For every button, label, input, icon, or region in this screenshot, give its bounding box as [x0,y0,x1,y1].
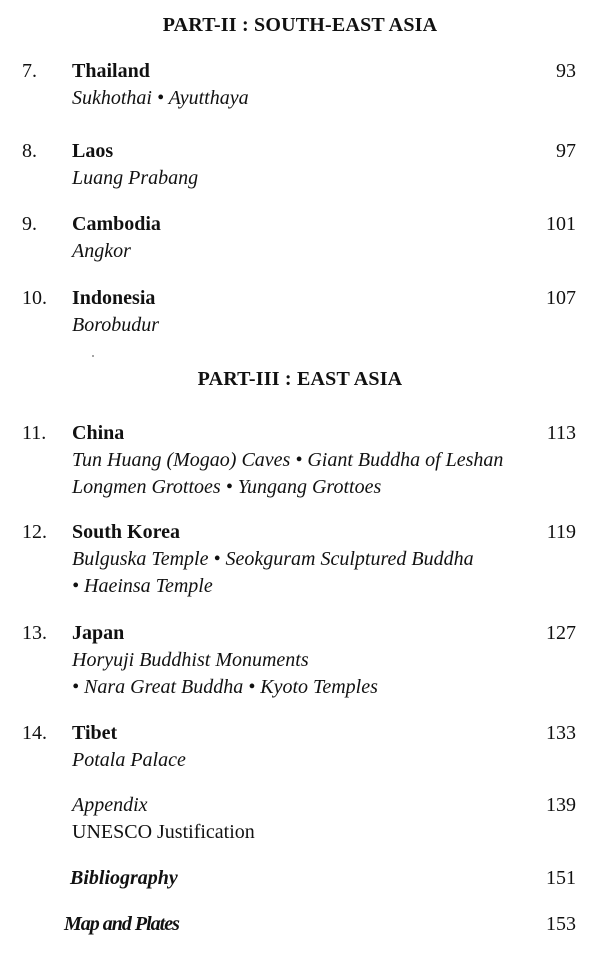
entry-subtitle: Angkor [72,240,131,262]
entry-subtitle: • Haeinsa Temple [72,575,213,597]
entry-number: 9. [22,213,37,235]
entry-title: Cambodia [72,213,161,235]
appendix-page-number: 139 [546,794,576,816]
entry-page-number: 113 [546,422,576,444]
entry-subtitle: Tun Huang (Mogao) Caves • Giant Buddha of Leshan [72,449,504,471]
print-speck [92,355,94,357]
part-heading: PART-III : EAST ASIA [197,368,403,390]
entry-number: 8. [22,140,37,162]
entry-title: Indonesia [72,287,156,309]
entry-page-number: 97 [556,140,576,162]
entry-title: Thailand [72,60,150,82]
entry-number: 12. [22,521,47,543]
entry-page-number: 133 [546,722,576,744]
entry-number: 10. [22,287,47,309]
entry-title: China [72,422,125,444]
entry-subtitle: • Nara Great Buddha • Kyoto Temples [72,676,378,698]
entry-page-number: 127 [546,622,576,644]
bibliography-page-number: 151 [546,867,576,889]
entry-subtitle: Longmen Grottoes • Yungang Grottoes [72,476,382,498]
part-heading: PART-II : SOUTH-EAST ASIA [162,14,438,36]
appendix-title: Appendix [72,794,148,816]
entry-subtitle: Luang Prabang [72,167,199,189]
entry-title: Japan [72,622,125,644]
entry-subtitle: Borobudur [72,314,160,336]
entry-subtitle: Bulguska Temple • Seokguram Sculptured Buddha [72,548,474,570]
entry-number: 13. [22,622,47,644]
entry-page-number: 107 [546,287,576,309]
entry-title: South Korea [72,521,180,543]
entry-subtitle: Potala Palace [72,749,186,771]
bibliography-title: Bibliography [70,867,178,889]
maps-title: Map and Plates [64,913,179,935]
entry-subtitle: Sukhothai • Ayutthaya [72,87,249,109]
maps-page-number: 153 [546,913,576,935]
entry-page-number: 93 [556,60,576,82]
entry-subtitle: Horyuji Buddhist Monuments [72,649,309,671]
entry-page-number: 101 [546,213,576,235]
appendix-subtitle: UNESCO Justification [72,821,255,843]
entry-title: Tibet [72,722,118,744]
entry-page-number: 119 [546,521,576,543]
entry-number: 7. [22,60,37,82]
entry-number: 11. [22,422,47,444]
entry-title: Laos [72,140,114,162]
entry-number: 14. [22,722,47,744]
